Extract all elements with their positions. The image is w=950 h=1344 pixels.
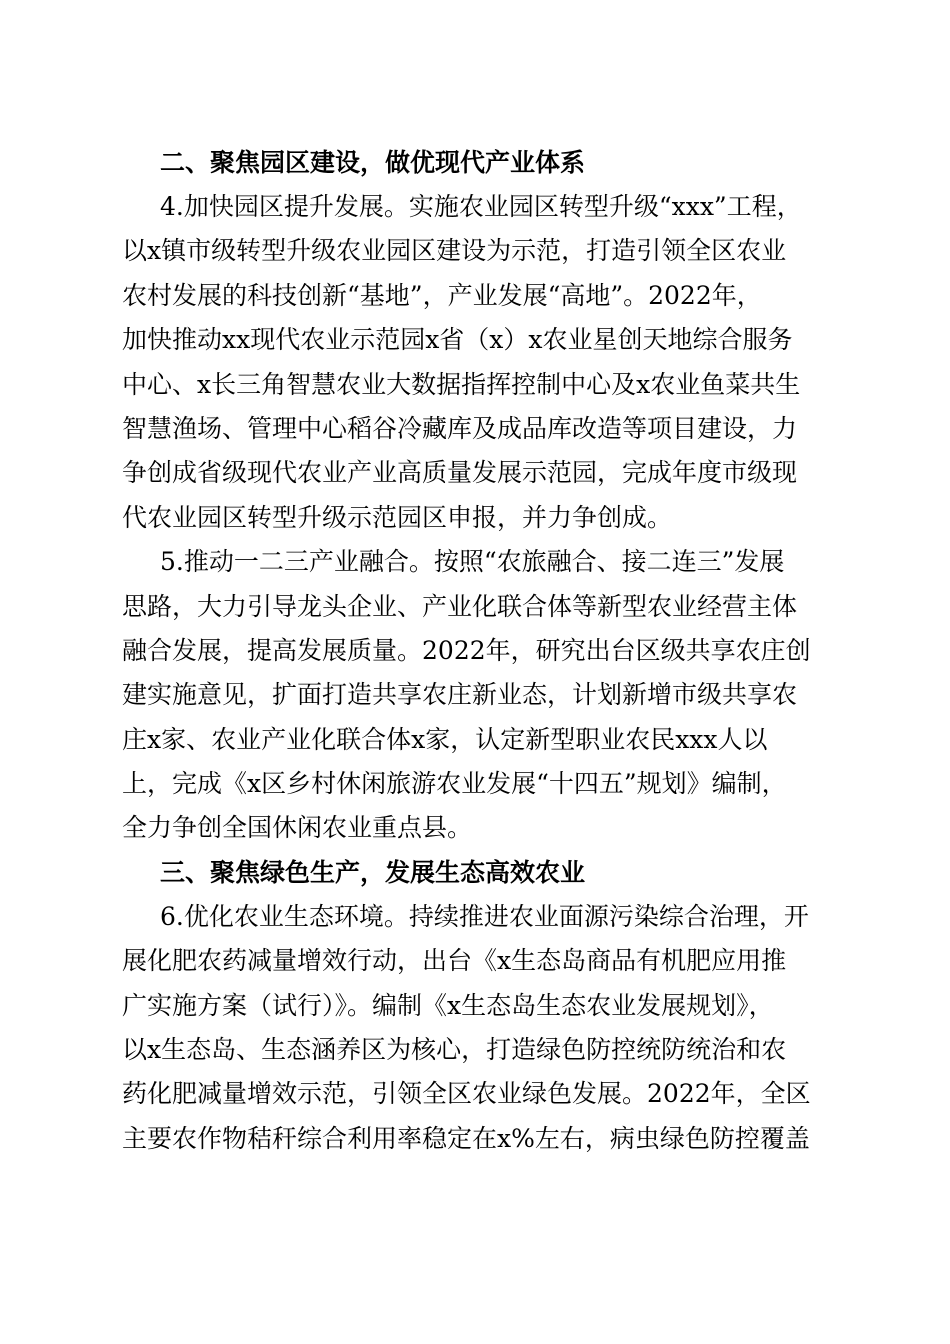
text-line: 展化肥农药减量增效行动，出台《x生态岛商品有机肥应用推 [122, 946, 787, 976]
text-line: 以x镇市级转型升级农业园区建设为示范，打造引领全区农业 [122, 236, 787, 266]
text-line: 代农业园区转型升级示范园区申报，并力争创成。 [122, 502, 673, 532]
text-line: 农村发展的科技创新“基地”，产业发展“高地”。2022年， [122, 280, 762, 310]
text-line: 中心、x长三角智慧农业大数据指挥控制中心及x农业鱼菜共生 [122, 369, 801, 399]
paragraph-item-4 [122, 185, 827, 540]
text-line: 融合发展，提高发展质量。2022年，研究出台区级共享农庄创 [122, 635, 811, 665]
text-line: 6.优化农业生态环境。持续推进农业面源污染综合治理，开 [160, 901, 809, 931]
text-line: 思路，大力引导龙头企业、产业化联合体等新型农业经营主体 [122, 591, 798, 621]
text-line: 以x生态岛、生态涵养区为核心，打造绿色防控统防统治和农 [122, 1035, 787, 1065]
text-line: 全力争创全国休闲农业重点县。 [122, 813, 473, 843]
text-line: 上，完成《x区乡村休闲旅游农业发展“十四五”规划》编制， [122, 769, 787, 799]
text-line: 4.加快园区提升发展。实施农业园区转型升级“xxx”工程， [160, 192, 802, 221]
paragraph-item-5 [122, 540, 827, 851]
text-line: 5.推动一二三产业融合。按照“农旅融合、接二连三”发展 [160, 547, 785, 577]
text-line: 药化肥减量增效示范，引领全区农业绿色发展。2022年，全区 [122, 1079, 811, 1109]
text-line: 建实施意见，扩面打造共享农庄新业态，计划新增市级共享农 [122, 680, 798, 710]
paragraph-item-6 [122, 895, 827, 1161]
text-line: 加快推动xx现代农业示范园x省（x）x农业星创天地综合服务 [122, 325, 793, 355]
text-line: 主要农作物秸秆综合利用率稳定在x%左右，病虫绿色防控覆盖 [122, 1123, 810, 1153]
section-heading-3: 三、聚焦绿色生产，发展生态高效农业 [160, 857, 586, 887]
text-line: 争创成省级现代农业产业高质量发展示范园，完成年度市级现 [122, 458, 798, 488]
text-line: 智慧渔场、管理中心稻谷冷藏库及成品库改造等项目建设，力 [122, 413, 798, 443]
text-line: 庄x家、农业产业化联合体x家，认定新型职业农民xxx人以 [122, 724, 768, 754]
document-body [122, 141, 827, 1161]
text-line: 广实施方案（试行）》。编制《x生态岛生态农业发展规划》， [122, 990, 774, 1020]
section-heading-2: 二、聚焦园区建设，做优现代产业体系 [160, 148, 586, 177]
